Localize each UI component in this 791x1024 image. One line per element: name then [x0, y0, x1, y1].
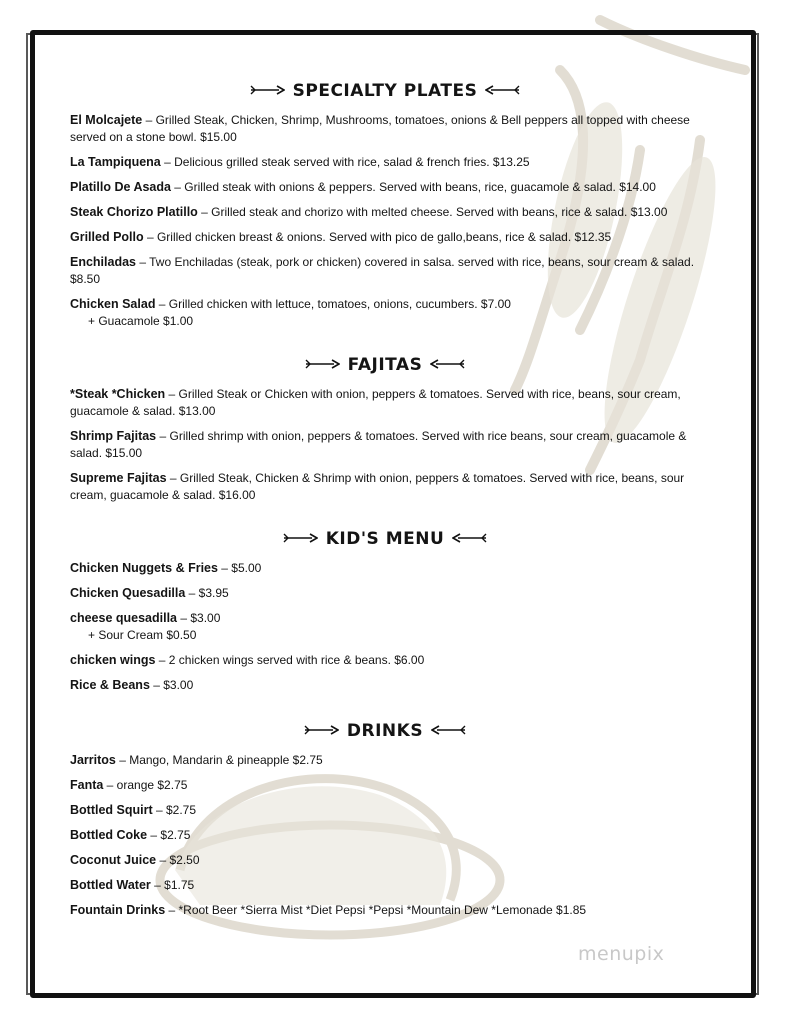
item-name: La Tampiquena	[70, 155, 161, 169]
item-description: – $3.95	[185, 586, 229, 600]
item-description: – Grilled steak with onions & peppers. Served with beans, rice, guacamole & salad. $14.00	[170, 180, 656, 194]
arrow-right-icon	[282, 530, 318, 548]
menu-item	[70, 112, 700, 146]
arrow-right-icon	[249, 82, 285, 100]
item-addon: + Guacamole $1.00	[88, 314, 194, 328]
item-name: Enchiladas	[70, 255, 136, 269]
arrow-right-icon	[303, 722, 339, 740]
item-description: – $5.00	[217, 561, 262, 575]
menu-section	[70, 78, 700, 330]
item-description: – $3.00	[177, 611, 221, 625]
section-title: FAJITAS	[347, 355, 423, 375]
item-name: Chicken Salad	[70, 297, 156, 311]
section-title: DRINKS	[346, 721, 424, 741]
menu-item	[70, 877, 700, 894]
item-description: – $2.75	[147, 828, 191, 842]
menu-item	[70, 560, 700, 577]
item-description: – Grilled shrimp with onion, peppers & tomatoes. Served with rice beans, sour cream, guacamole & salad. $15.00	[70, 429, 687, 460]
menu-item	[70, 386, 700, 420]
item-description: – Grilled Steak, Chicken & Shrimp with onion, peppers & tomatoes. Served with rice, beans, sour cream, guacamole & salad. $16.00	[70, 471, 685, 502]
arrow-right-icon	[304, 356, 340, 374]
arrow-left-icon	[452, 530, 488, 548]
section-header	[70, 526, 700, 552]
item-description: – $2.50	[156, 853, 200, 867]
item-name: *Steak *Chicken	[70, 387, 166, 401]
menu-item	[70, 204, 700, 221]
item-description: – Mango, Mandarin & pineapple $2.75	[115, 753, 323, 767]
section-header	[70, 78, 700, 104]
section-title: KID'S MENU	[325, 529, 445, 549]
section-header	[70, 352, 700, 378]
item-name: Steak Chorizo Platillo	[70, 205, 198, 219]
item-description: – $1.75	[150, 878, 195, 892]
menu-item	[70, 802, 700, 819]
menu-item	[70, 428, 700, 462]
menu-content	[70, 78, 700, 927]
section-header	[70, 718, 700, 744]
menu-item	[70, 585, 700, 602]
item-name: Rice & Beans	[70, 678, 150, 692]
menu-item	[70, 179, 700, 196]
watermark: menupix	[578, 943, 665, 965]
item-description: – 2 chicken wings served with rice & beans. $6.00	[155, 653, 425, 667]
section-title: SPECIALTY PLATES	[292, 81, 478, 101]
item-name: cheese quesadilla	[70, 611, 178, 625]
item-name: Chicken Nuggets & Fries	[70, 561, 218, 575]
menu-item	[70, 827, 700, 844]
arrow-left-icon	[430, 356, 466, 374]
item-name: Chicken Quesadilla	[70, 586, 186, 600]
item-description: – Two Enchiladas (steak, pork or chicken) covered in salsa. served with rice, beans, sour cream & salad. $8.50	[70, 255, 695, 286]
item-description: – orange $2.75	[103, 778, 188, 792]
menu-item	[70, 154, 700, 171]
item-addon: + Sour Cream $0.50	[88, 628, 197, 642]
menu-item	[70, 777, 700, 794]
item-name: Fountain Drinks	[70, 903, 166, 917]
item-description: – Grilled Steak, Chicken, Shrimp, Mushrooms, tomatoes, onions & Bell peppers all topped with cheese served on a stone bowl. $15.00	[70, 113, 690, 144]
item-name: Bottled Squirt	[70, 803, 153, 817]
item-description: – Grilled Steak or Chicken with onion, peppers & tomatoes. Served with rice, beans, sour cream, guacamole & salad. $13.00	[70, 387, 681, 418]
item-description: – Delicious grilled steak served with rice, salad & french fries. $13.25	[160, 155, 530, 169]
menu-item	[70, 610, 700, 644]
menu-item	[70, 470, 700, 504]
menu-section	[70, 526, 700, 694]
item-description: – Grilled steak and chorizo with melted cheese. Served with beans, rice & salad. $13.00	[197, 205, 668, 219]
item-name: Platillo De Asada	[70, 180, 171, 194]
arrow-left-icon	[431, 722, 467, 740]
menu-item	[70, 752, 700, 769]
menu-item	[70, 902, 700, 919]
item-description: – $3.00	[149, 678, 194, 692]
menu-item	[70, 254, 700, 288]
item-name: Jarritos	[70, 753, 116, 767]
item-description: – *Root Beer *Sierra Mist *Diet Pepsi *Pepsi *Mountain Dew *Lemonade $1.85	[165, 903, 587, 917]
item-name: Coconut Juice	[70, 853, 157, 867]
menu-item	[70, 652, 700, 669]
item-name: chicken wings	[70, 653, 156, 667]
item-name: Bottled Water	[70, 878, 151, 892]
item-description: – $2.75	[152, 803, 197, 817]
item-description: – Grilled chicken with lettuce, tomatoes, onions, cucumbers. $7.00	[155, 297, 511, 311]
item-name: Fanta	[70, 778, 104, 792]
menu-section	[70, 718, 700, 919]
item-name: Bottled Coke	[70, 828, 148, 842]
item-name: Shrimp Fajitas	[70, 429, 157, 443]
item-name: El Molcajete	[70, 113, 143, 127]
menu-item	[70, 677, 700, 694]
item-name: Supreme Fajitas	[70, 471, 167, 485]
menu-section	[70, 352, 700, 504]
menu-item	[70, 852, 700, 869]
item-description: – Grilled chicken breast & onions. Served with pico de gallo,beans, rice & salad. $12.35	[143, 230, 612, 244]
menu-item	[70, 296, 700, 330]
menu-item	[70, 229, 700, 246]
item-name: Grilled Pollo	[70, 230, 144, 244]
arrow-left-icon	[485, 82, 521, 100]
